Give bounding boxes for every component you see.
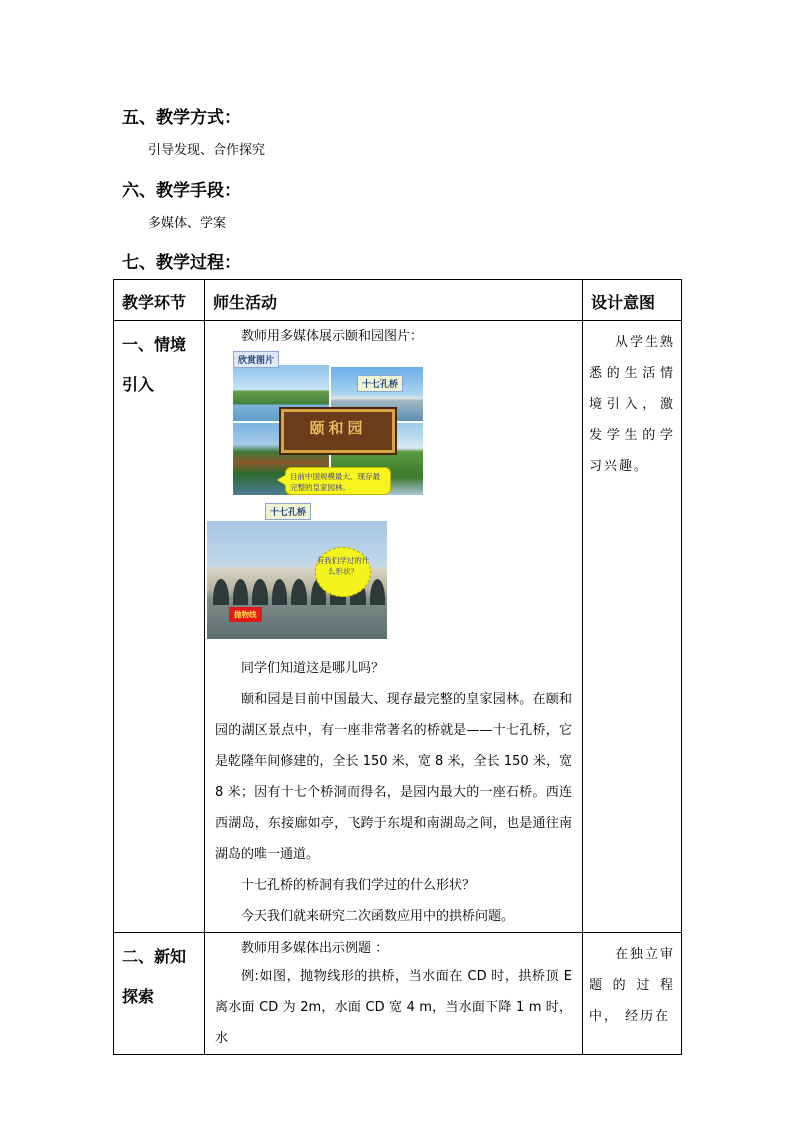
table-row <box>114 933 682 1055</box>
bridge-photo <box>207 521 387 639</box>
design-intent-text: 在独立审题的过程中， 经历在 <box>589 947 676 1024</box>
header-design: 设计意图 <box>591 293 656 312</box>
section-7-title: 七、教学过程： <box>122 253 241 273</box>
activity-paragraph: 同学们知道这是哪儿吗？ <box>241 661 385 676</box>
section-5-title: 五、教学方式： <box>122 108 241 128</box>
activity-cell <box>205 321 583 933</box>
activity-intro: 教师用多媒体出示例题 ： <box>241 941 389 956</box>
summer-palace-plaque: 颐和园 <box>281 409 395 453</box>
table-header-row <box>114 280 682 321</box>
section-6-title: 六、教学手段： <box>122 181 241 201</box>
section-5-content: 引导发现、合作探究 <box>148 143 266 158</box>
seventeen-arch-bridge-image <box>207 503 397 649</box>
stage-cell <box>114 933 205 1055</box>
activity-cell <box>205 933 583 1055</box>
activity-intro: 教师用多媒体展示颐和园图片： <box>241 329 424 344</box>
header-activity: 师生活动 <box>213 293 278 312</box>
appreciate-pictures-tag: 欣赏图片 <box>233 351 279 368</box>
activity-paragraph: 例:如图，抛物线形的拱桥，当水面在 CD 时，拱桥顶 E 离水面 CD 为 2m，水面 CD 宽 4 m，当水面下降 1 m 时，水 <box>215 969 572 1046</box>
stage-label: 一、情境 <box>122 335 187 354</box>
design-cell <box>583 933 682 1055</box>
stage-label: 引入 <box>122 375 155 394</box>
speech-bubble: 目前中国规模最大、现存最完整的皇家园林。 <box>285 467 391 495</box>
bridge-title-tag: 十七孔桥 <box>265 503 311 520</box>
design-intent-text: 从学生熟悉的生活情境引入，激发学生的学习兴趣。 <box>589 335 676 474</box>
table-row <box>114 321 682 933</box>
stage-label: 二、新知 <box>122 947 187 966</box>
teaching-process-table <box>113 279 682 1055</box>
thought-bubble: 有我们学过的什么形状？ <box>315 547 371 597</box>
design-cell <box>583 321 682 933</box>
stage-label: 探索 <box>122 987 155 1006</box>
activity-paragraph: 今天我们就来研究二次函数应用中的拱桥问题。 <box>241 909 515 924</box>
activity-paragraph: 十七孔桥的桥洞有我们学过的什么形状？ <box>241 878 476 893</box>
activity-paragraph: 颐和园是目前中国最大、现存最完整的皇家园林。在颐和园的湖区景点中，有一座非常著名的桥就是——十七孔桥，它是乾隆年间修建的，全长 150 米，宽 8 米，全长 150 米，宽 8 米；因有十七个桥洞而得名，是园内最大的一座石桥。西连西湖岛，东接廊如亭，飞跨于东堤和南湖岛之间，也是通往南湖岛的唯一通道。 <box>215 692 572 862</box>
summer-palace-collage-image <box>233 351 423 499</box>
header-stage: 教学环节 <box>122 293 187 312</box>
section-6-content: 多媒体、学案 <box>148 216 227 231</box>
parabola-tag: 抛物线 <box>229 607 262 622</box>
seventeen-arch-bridge-tag: 十七孔桥 <box>357 375 403 392</box>
stage-cell <box>114 321 205 933</box>
